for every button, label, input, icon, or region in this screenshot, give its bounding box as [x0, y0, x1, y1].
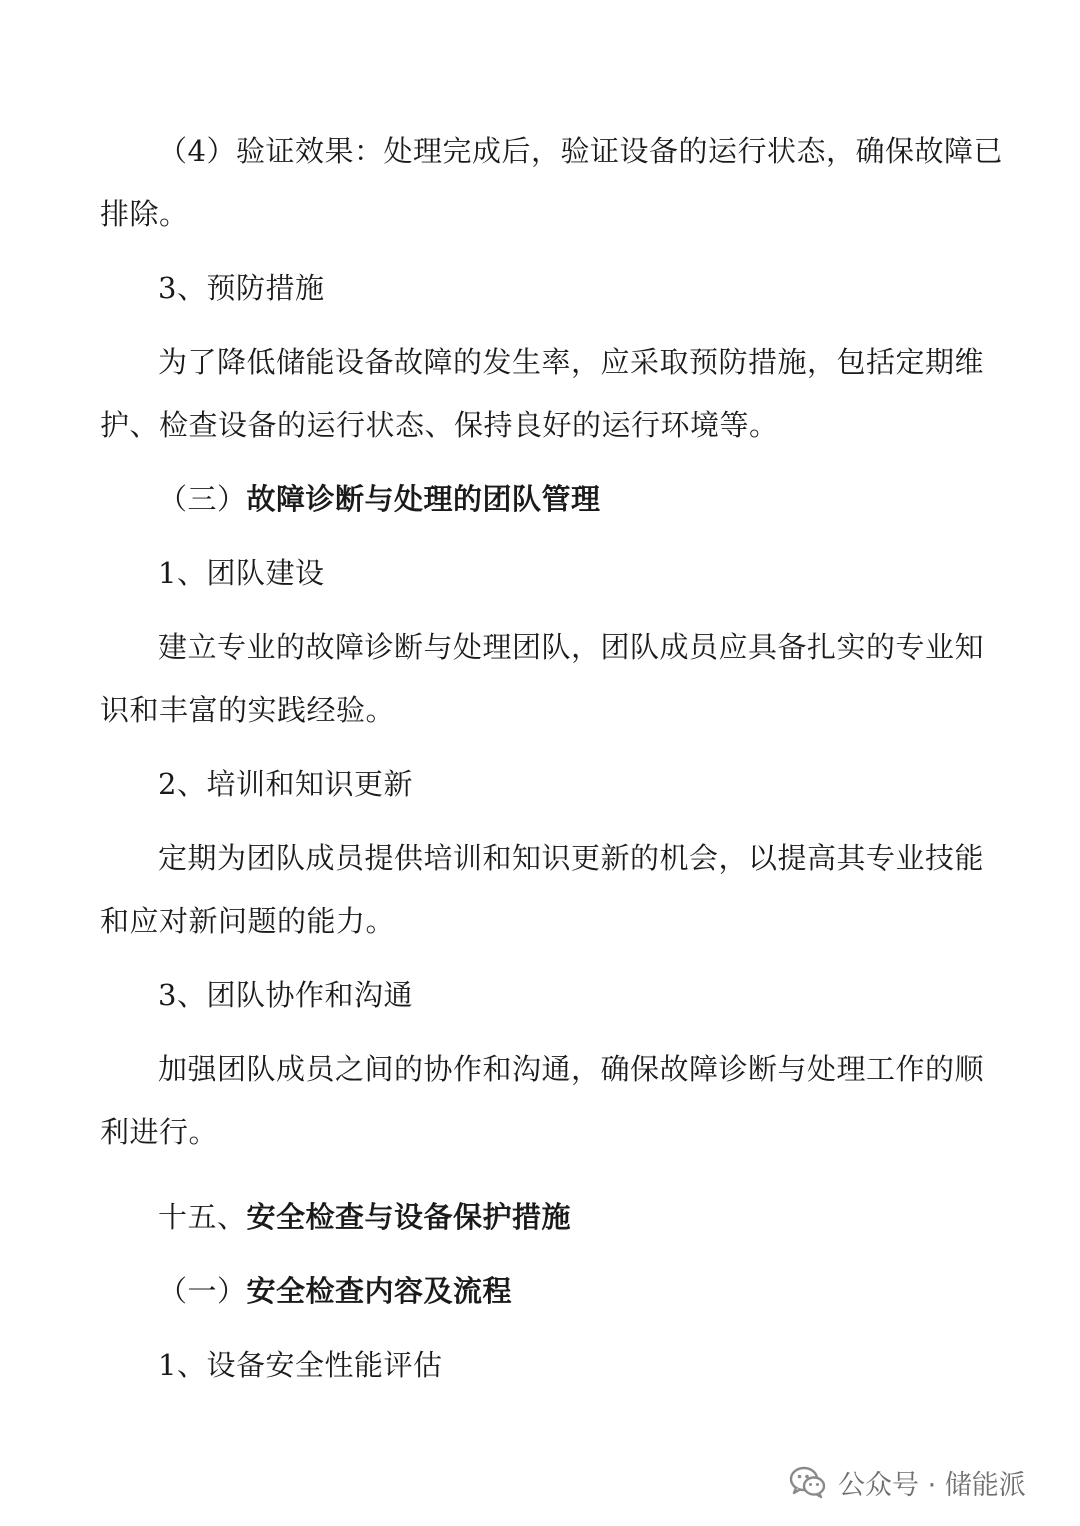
subheading: 3、团队协作和沟通: [158, 978, 413, 1012]
section-title: 故障诊断与处理的团队管理: [246, 482, 601, 516]
section-number: （一）: [158, 1274, 247, 1308]
subheading: 1、设备安全性能评估: [158, 1348, 443, 1382]
paragraph-line: 为了降低储能设备故障的发生率，应采取预防措施，包括定期维: [158, 345, 985, 379]
watermark: [788, 1460, 1026, 1504]
paragraph-line: （4）验证效果：处理完成后，验证设备的运行状态，确保故障已: [158, 134, 1003, 168]
chapter-heading: [158, 1197, 571, 1237]
wechat-icon: [788, 1462, 828, 1502]
paragraph-line: 识和丰富的实践经验。: [100, 693, 396, 727]
paragraph-line: 利进行。: [100, 1115, 219, 1149]
subheading: 2、培训和知识更新: [158, 767, 413, 801]
paragraph-line: 排除。: [100, 197, 189, 231]
section-title: 安全检查内容及流程: [246, 1274, 513, 1308]
chapter-title: 安全检查与设备保护措施: [246, 1200, 572, 1234]
section-heading: [158, 1271, 512, 1311]
chapter-number: 十五、: [158, 1200, 247, 1234]
watermark-text: 公众号 · 储能派: [838, 1469, 1026, 1501]
paragraph-line: 和应对新问题的能力。: [100, 904, 396, 938]
section-number: （三）: [158, 482, 247, 516]
subheading: 1、团队建设: [158, 556, 325, 590]
paragraph-line: 加强团队成员之间的协作和沟通，确保故障诊断与处理工作的顺: [158, 1052, 985, 1086]
paragraph-line: 定期为团队成员提供培训和知识更新的机会，以提高其专业技能: [158, 841, 985, 875]
section-heading: [158, 479, 601, 519]
subheading: 3、预防措施: [158, 271, 325, 305]
paragraph-line: 护、检查设备的运行状态、保持良好的运行环境等。: [100, 408, 779, 442]
paragraph-line: 建立专业的故障诊断与处理团队，团队成员应具备扎实的专业知: [158, 630, 985, 664]
